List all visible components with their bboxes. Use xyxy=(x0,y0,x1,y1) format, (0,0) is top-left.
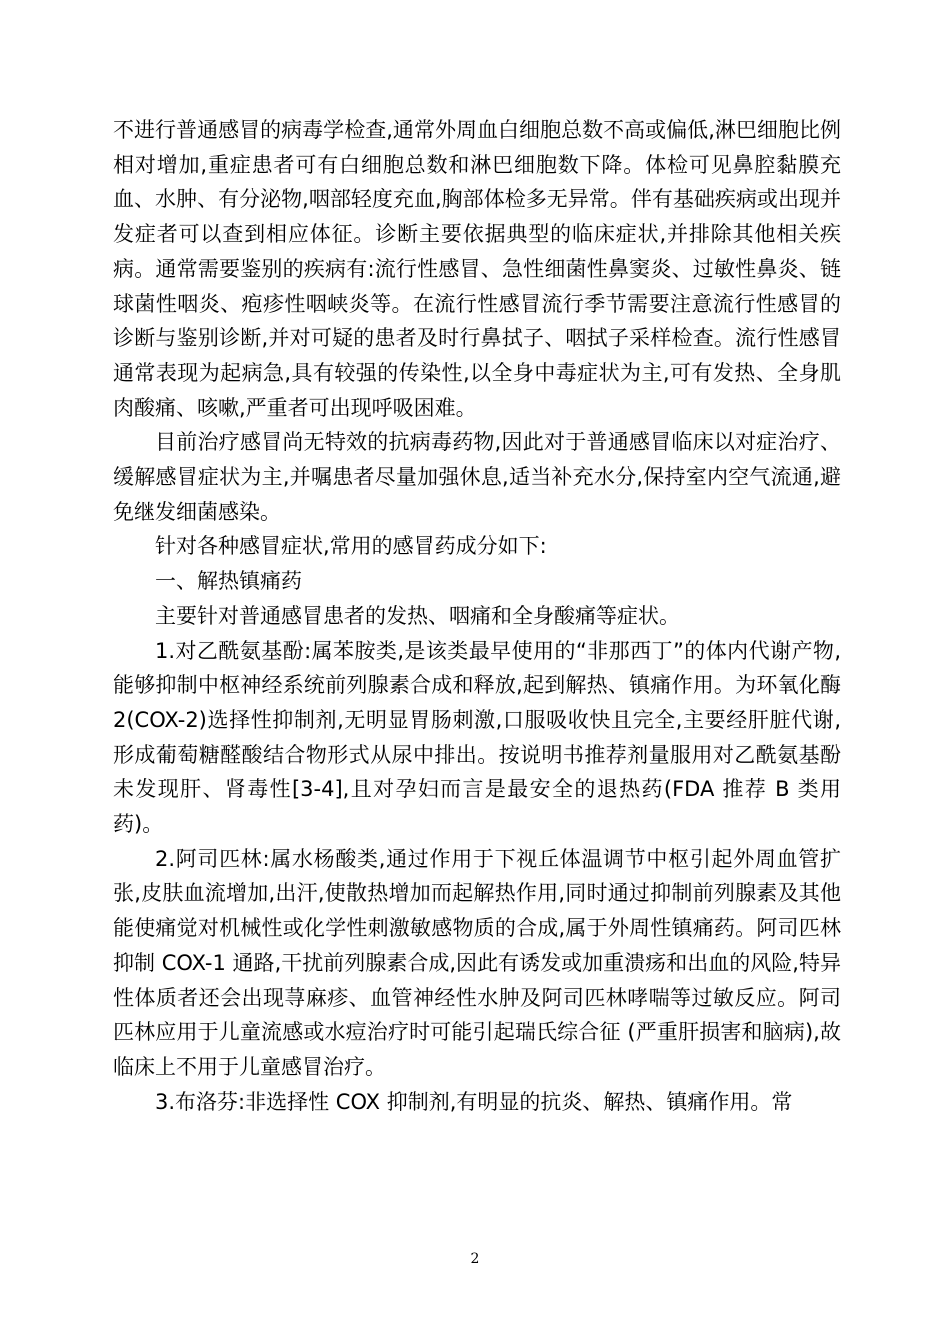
paragraph-antipyretic-purpose: 主要针对普通感冒患者的发热、咽痛和全身酸痛等症状。 xyxy=(155,603,680,628)
paragraph-acetaminophen: 1.对乙酰氨基酚:属苯胺类,是该类最早使用的“非那西丁”的体内代谢产物,能够抑制中枢神经系统前列腺素合成和释放,起到解热、镇痛作用。为环氧化酶 2(COX-2)选择性抑制剂,无明显胃肠刺激,口服吸收快且完全,主要经肝脏代谢,形成葡萄糖醛酸结合物形式从尿中排出。按说明书推荐剂量服用对乙酰氨基酚未发现肝、肾毒性[3-4],且对孕妇而言是最安全的退热药(FDA 推荐 B 类用药)。 xyxy=(113,638,841,837)
paragraph-ibuprofen: 3.布洛芬:非选择性 COX 抑制剂,有明显的抗炎、解热、镇痛作用。常 xyxy=(155,1089,793,1114)
section-heading-antipyretic: 一、解热镇痛药 xyxy=(155,569,302,594)
paragraph-lab-findings: 不进行普通感冒的病毒学检查,通常外周血白细胞总数不高或偏低,淋巴细胞比例相对增加,重症患者可有白细胞总数和淋巴细胞数下降。体检可见鼻腔黏膜充血、水肿、有分泌物,咽部轻度充血,胸部体检多无异常。伴有基础疾病或出现并发症者可以查到相应体征。诊断主要依据典型的临床症状,并排除其他相关疾病。通常需要鉴别的疾病有:流行性感冒、急性细菌性鼻窦炎、过敏性鼻炎、链球菌性咽炎、疱疹性咽峡炎等。在流行性感冒流行季节需要注意流行性感冒的诊断与鉴别诊断,并对可疑的患者及时行鼻拭子、咽拭子采样检查。流行性感冒通常表现为起病急,具有较强的传染性,以全身中毒症状为主,可有发热、全身肌肉酸痛、咳嗽,严重者可出现呼吸困难。 xyxy=(113,118,841,420)
document-body xyxy=(113,113,841,1119)
paragraph-aspirin: 2.阿司匹林:属水杨酸类,通过作用于下视丘体温调节中枢引起外周血管扩张,皮肤血流增加,出汗,使散热增加而起解热作用,同时通过抑制前列腺素及其他能使痛觉对机械性或化学性刺激敏感物质的合成,属于外周性镇痛药。阿司匹林抑制 COX-1 通路,干扰前列腺素合成,因此有诱发或加重溃疡和出血的风险,特异性体质者还会出现荨麻疹、血管神经性水肿及阿司匹林哮喘等过敏反应。阿司匹林应用于儿童流感或水痘治疗时可能引起瑞氏综合征 (严重肝损害和脑病),故临床上不用于儿童感冒治疗。 xyxy=(113,846,841,1079)
paragraph-ingredients-intro: 针对各种感冒症状,常用的感冒药成分如下: xyxy=(155,534,547,559)
paragraph-treatment: 目前治疗感冒尚无特效的抗病毒药物,因此对于普通感冒临床以对症治疗、缓解感冒症状为主,并嘱患者尽量加强休息,适当补充水分,保持室内空气流通,避免继发细菌感染。 xyxy=(113,430,841,524)
page-number: 2 xyxy=(470,1251,480,1267)
